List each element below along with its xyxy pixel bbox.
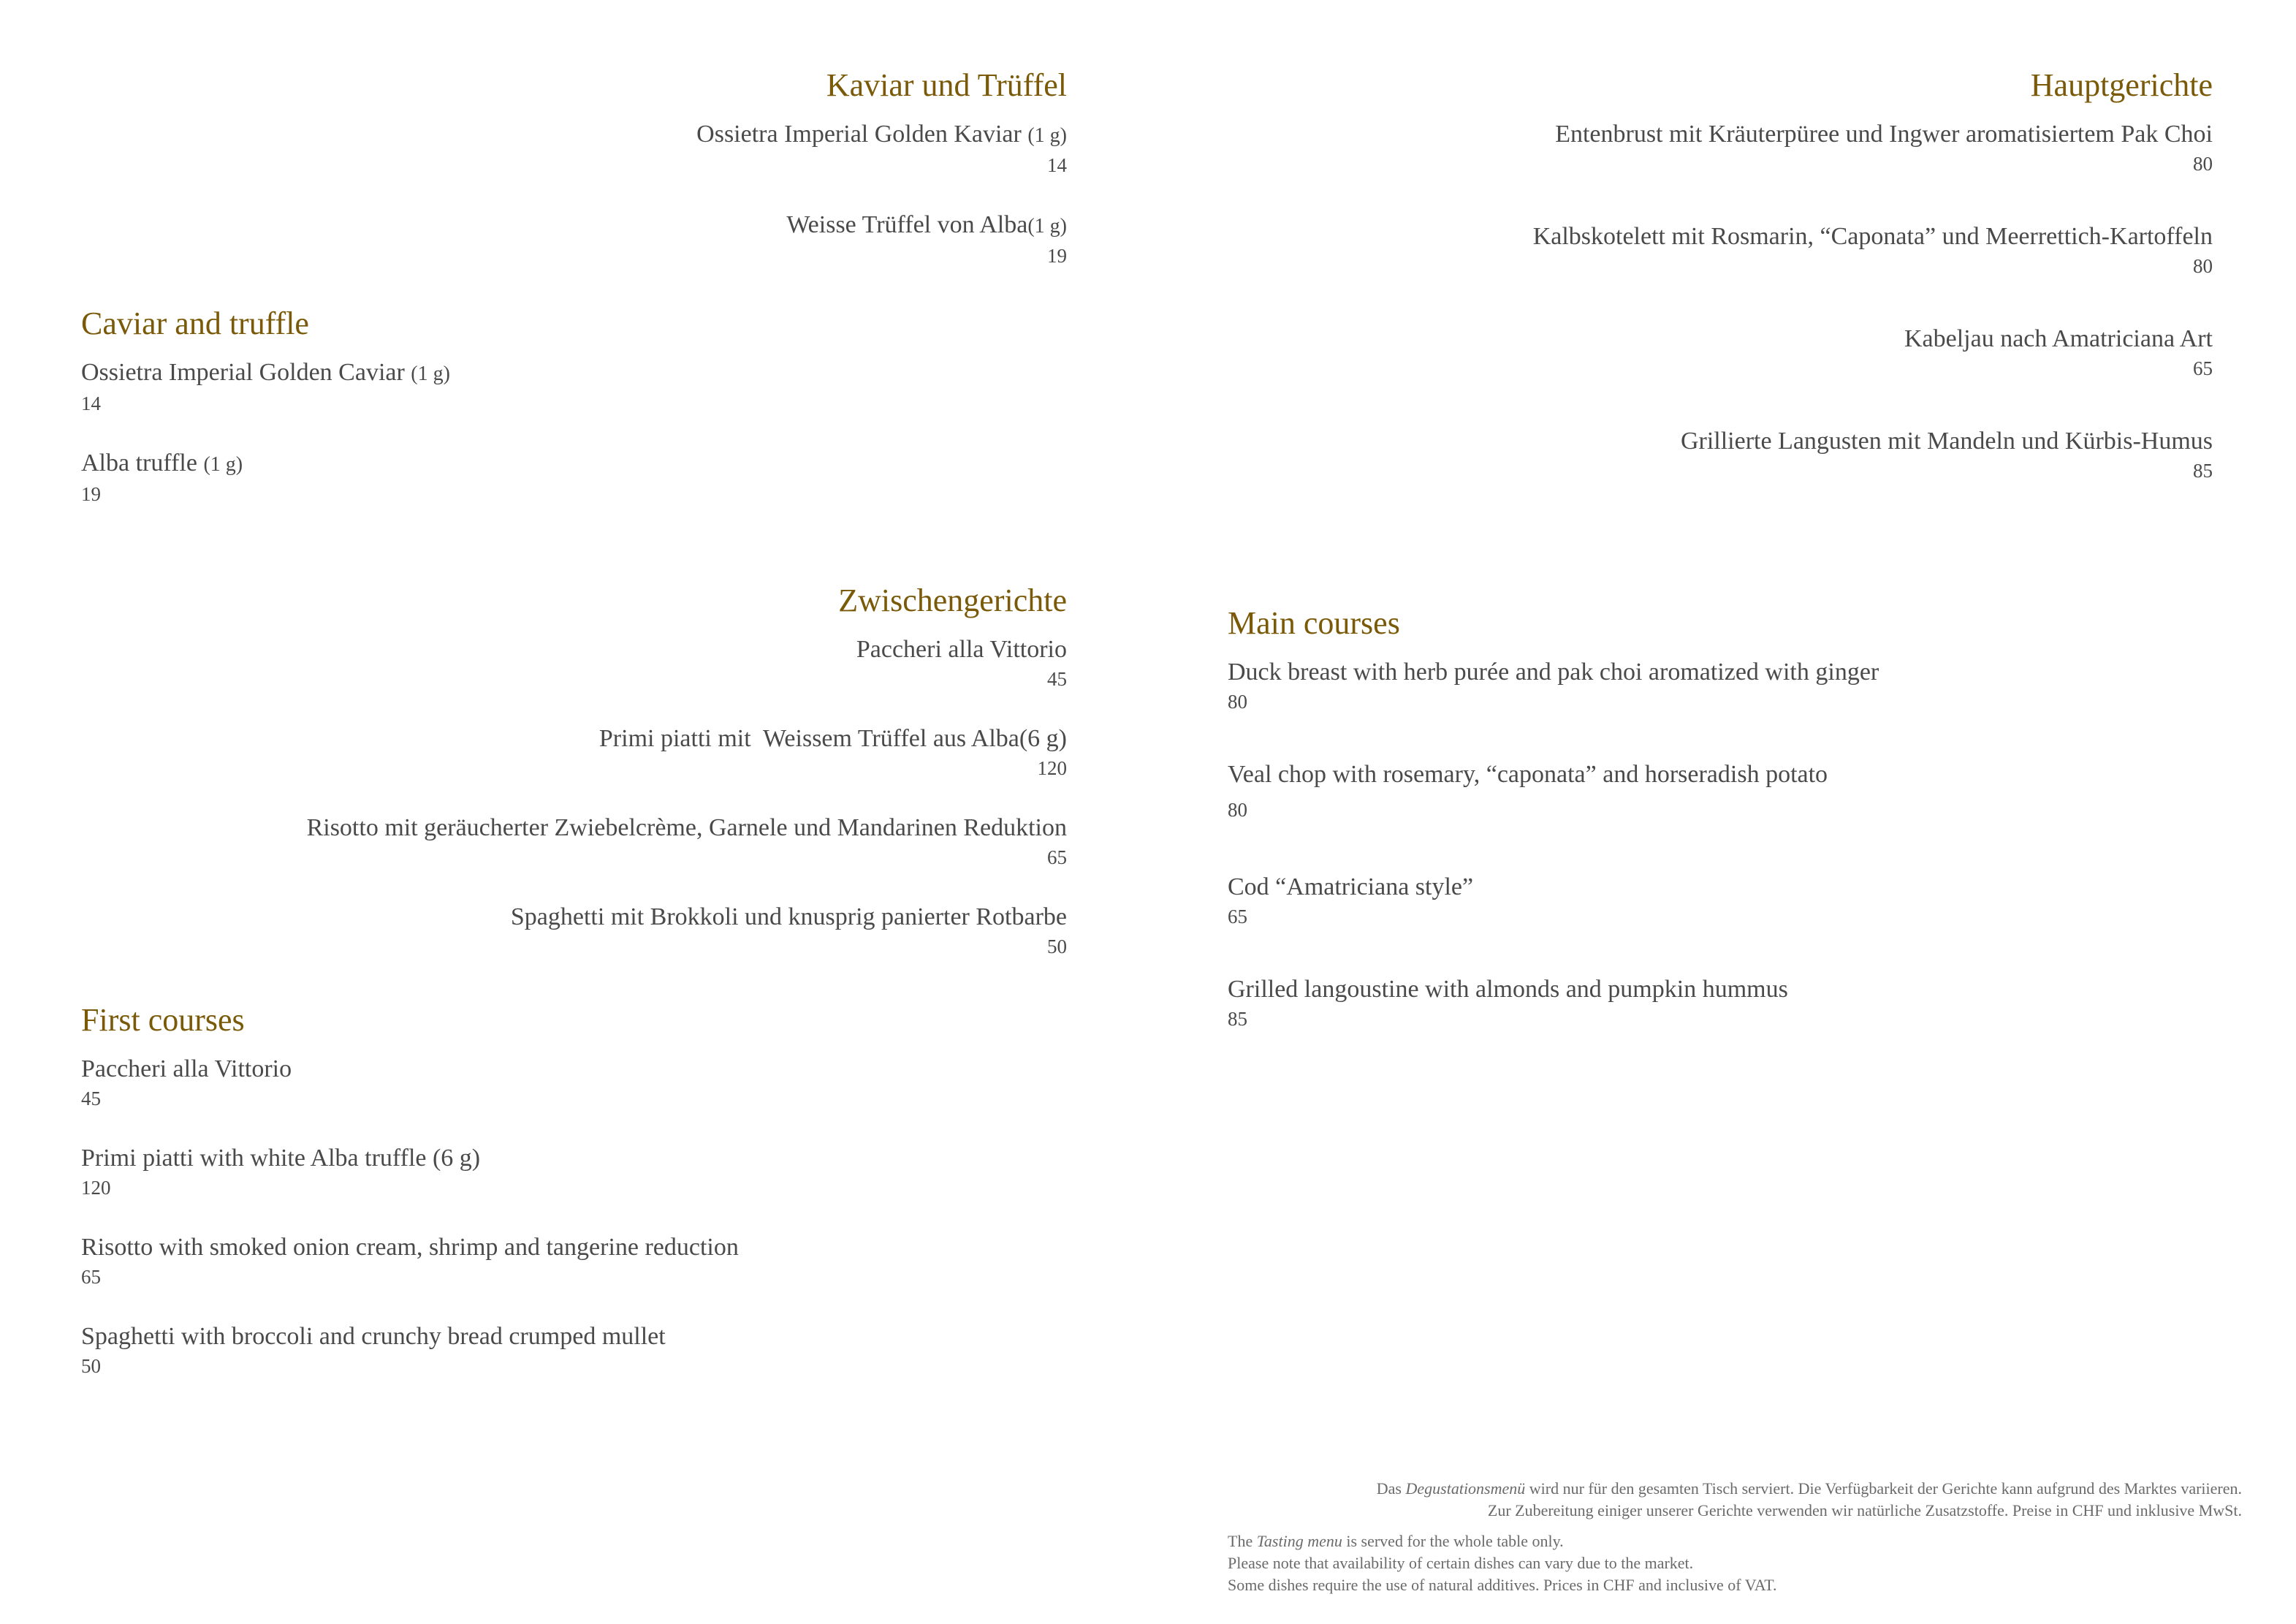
footnote-text: Das: [1376, 1479, 1406, 1498]
menu-item: [1228, 425, 2213, 484]
item-name: Ossietra Imperial Golden Caviar: [81, 359, 405, 386]
item-name: Cod “Amatriciana style”: [1228, 873, 1474, 900]
item-name: Risotto mit geräucherter Zwiebelcrème, Garnele und Mandarinen Reduktion: [306, 814, 1067, 841]
item-name: Spaghetti with broccoli and crunchy bread crumped mullet: [81, 1323, 666, 1350]
section-first-courses-en: [81, 1001, 1031, 1379]
section-main-courses-en: [1228, 604, 2178, 1032]
item-price: 80: [1228, 691, 1247, 713]
item-name: Primi piatti mit Weissem Trüffel aus Alba(6 g): [598, 725, 1067, 752]
item-price: 50: [1047, 936, 1067, 957]
item-price: 65: [2193, 357, 2213, 379]
item-price: 80: [2193, 153, 2213, 175]
item-name: Risotto with smoked onion cream, shrimp and tangerine reduction: [81, 1234, 739, 1261]
item-price: 80: [1228, 799, 1247, 821]
item-price: 65: [1047, 846, 1067, 868]
menu-item: [81, 1142, 1031, 1201]
item-price: 85: [1228, 1008, 1247, 1030]
menu-item: [1228, 656, 2178, 715]
footnote-text: The: [1228, 1532, 1257, 1550]
section-heading: Caviar and truffle: [81, 306, 309, 341]
item-price: 65: [1228, 906, 1247, 927]
item-quantity: (1 g): [1027, 215, 1067, 238]
footnote-line: Zur Zubereitung einiger unserer Gerichte verwenden wir natürliche Zusatzstoffe. Preise in CHF und inklusive MwSt.: [1487, 1501, 2242, 1519]
item-price: 120: [81, 1177, 111, 1199]
menu-item: [80, 723, 1067, 781]
item-name: Duck breast with herb purée and pak choi aromatized with ginger: [1228, 659, 1879, 686]
menu-item: [1228, 118, 2213, 177]
menu-item: [81, 447, 958, 507]
footnote-menu-name: Tasting menu: [1256, 1532, 1342, 1550]
menu-item: [80, 209, 1067, 269]
item-name: Grillierte Langusten mit Mandeln und Kürbis-Humus: [1680, 428, 2213, 455]
section-heading: Hauptgerichte: [2030, 67, 2213, 103]
item-name: Grilled langoustine with almonds and pumpkin hummus: [1228, 976, 1788, 1003]
item-price: 14: [1047, 154, 1067, 176]
item-price: 19: [1047, 245, 1067, 267]
menu-item: [1228, 759, 2178, 823]
item-price: 45: [1047, 668, 1067, 690]
item-price: 120: [1037, 757, 1067, 779]
section-zwischengerichte-de: [80, 581, 1067, 960]
menu-item: [81, 1232, 1031, 1290]
item-name: Kalbskotelett mit Rosmarin, “Caponata” und Meerrettich-Kartoffeln: [1532, 223, 2213, 250]
item-name: Primi piatti with white Alba truffle (6 g): [81, 1145, 481, 1172]
item-name: Veal chop with rosemary, “caponata” and horseradish potato: [1228, 761, 1828, 788]
item-name: Ossietra Imperial Golden Kaviar: [696, 121, 1022, 148]
item-name: Paccheri alla Vittorio: [81, 1055, 292, 1082]
menu-item: [81, 357, 958, 417]
footnote-line: [1228, 1530, 2178, 1552]
menu-item: [81, 1321, 1031, 1379]
menu-item: [1228, 974, 2178, 1032]
section-heading: Zwischengerichte: [838, 583, 1067, 618]
item-quantity: (1 g): [203, 453, 243, 476]
menu-item: [80, 901, 1067, 960]
footnote-line: Some dishes require the use of natural additives. Prices in CHF and inclusive of VAT.: [1228, 1576, 1777, 1594]
menu-item: [1228, 871, 2178, 930]
footnote-de: [1096, 1478, 2242, 1522]
item-price: 65: [81, 1266, 101, 1288]
item-name: Alba truffle: [81, 449, 197, 477]
footnote-text: wird nur für den gesamten Tisch serviert. Die Verfügbarkeit der Gerichte kann aufgrund des Marktes variieren.: [1525, 1479, 2242, 1498]
item-quantity: (1 g): [1027, 124, 1067, 147]
menu-item: [1228, 221, 2213, 279]
item-name: Spaghetti mit Brokkoli und knusprig panierter Rotbarbe: [510, 903, 1067, 930]
section-heading: Main courses: [1228, 605, 1400, 641]
item-price: 80: [2193, 255, 2213, 277]
item-name: Kabeljau nach Amatriciana Art: [1904, 325, 2213, 352]
item-price: 19: [81, 483, 101, 505]
section-kaviar-de: [80, 66, 1067, 269]
menu-item: [80, 812, 1067, 870]
footnote-line: [1096, 1478, 2242, 1500]
footnote-menu-name: Degustationsmenü: [1405, 1479, 1526, 1498]
item-name: Entenbrust mit Kräuterpüree und Ingwer aromatisiertem Pak Choi: [1555, 121, 2213, 148]
footnote-text: is served for the whole table only.: [1342, 1532, 1564, 1550]
menu-item: [1228, 323, 2213, 382]
item-price: 85: [2193, 460, 2213, 482]
section-heading: First courses: [81, 1002, 245, 1038]
footnote-line: Please note that availability of certain dishes can vary due to the market.: [1228, 1554, 1694, 1572]
item-name: Weisse Trüffel von Alba: [786, 211, 1028, 238]
item-quantity: (1 g): [411, 363, 450, 385]
item-name: Paccheri alla Vittorio: [856, 636, 1067, 663]
footnote-en: [1228, 1530, 2178, 1596]
menu-item: [80, 118, 1067, 178]
menu-item: [81, 1053, 1031, 1112]
section-hauptgerichte-de: [1228, 66, 2213, 484]
item-price: 45: [81, 1088, 101, 1109]
section-heading: Kaviar und Trüffel: [826, 67, 1067, 103]
item-price: 14: [81, 392, 101, 414]
item-price: 50: [81, 1355, 101, 1377]
section-caviar-en: [81, 304, 958, 507]
menu-item: [80, 634, 1067, 692]
